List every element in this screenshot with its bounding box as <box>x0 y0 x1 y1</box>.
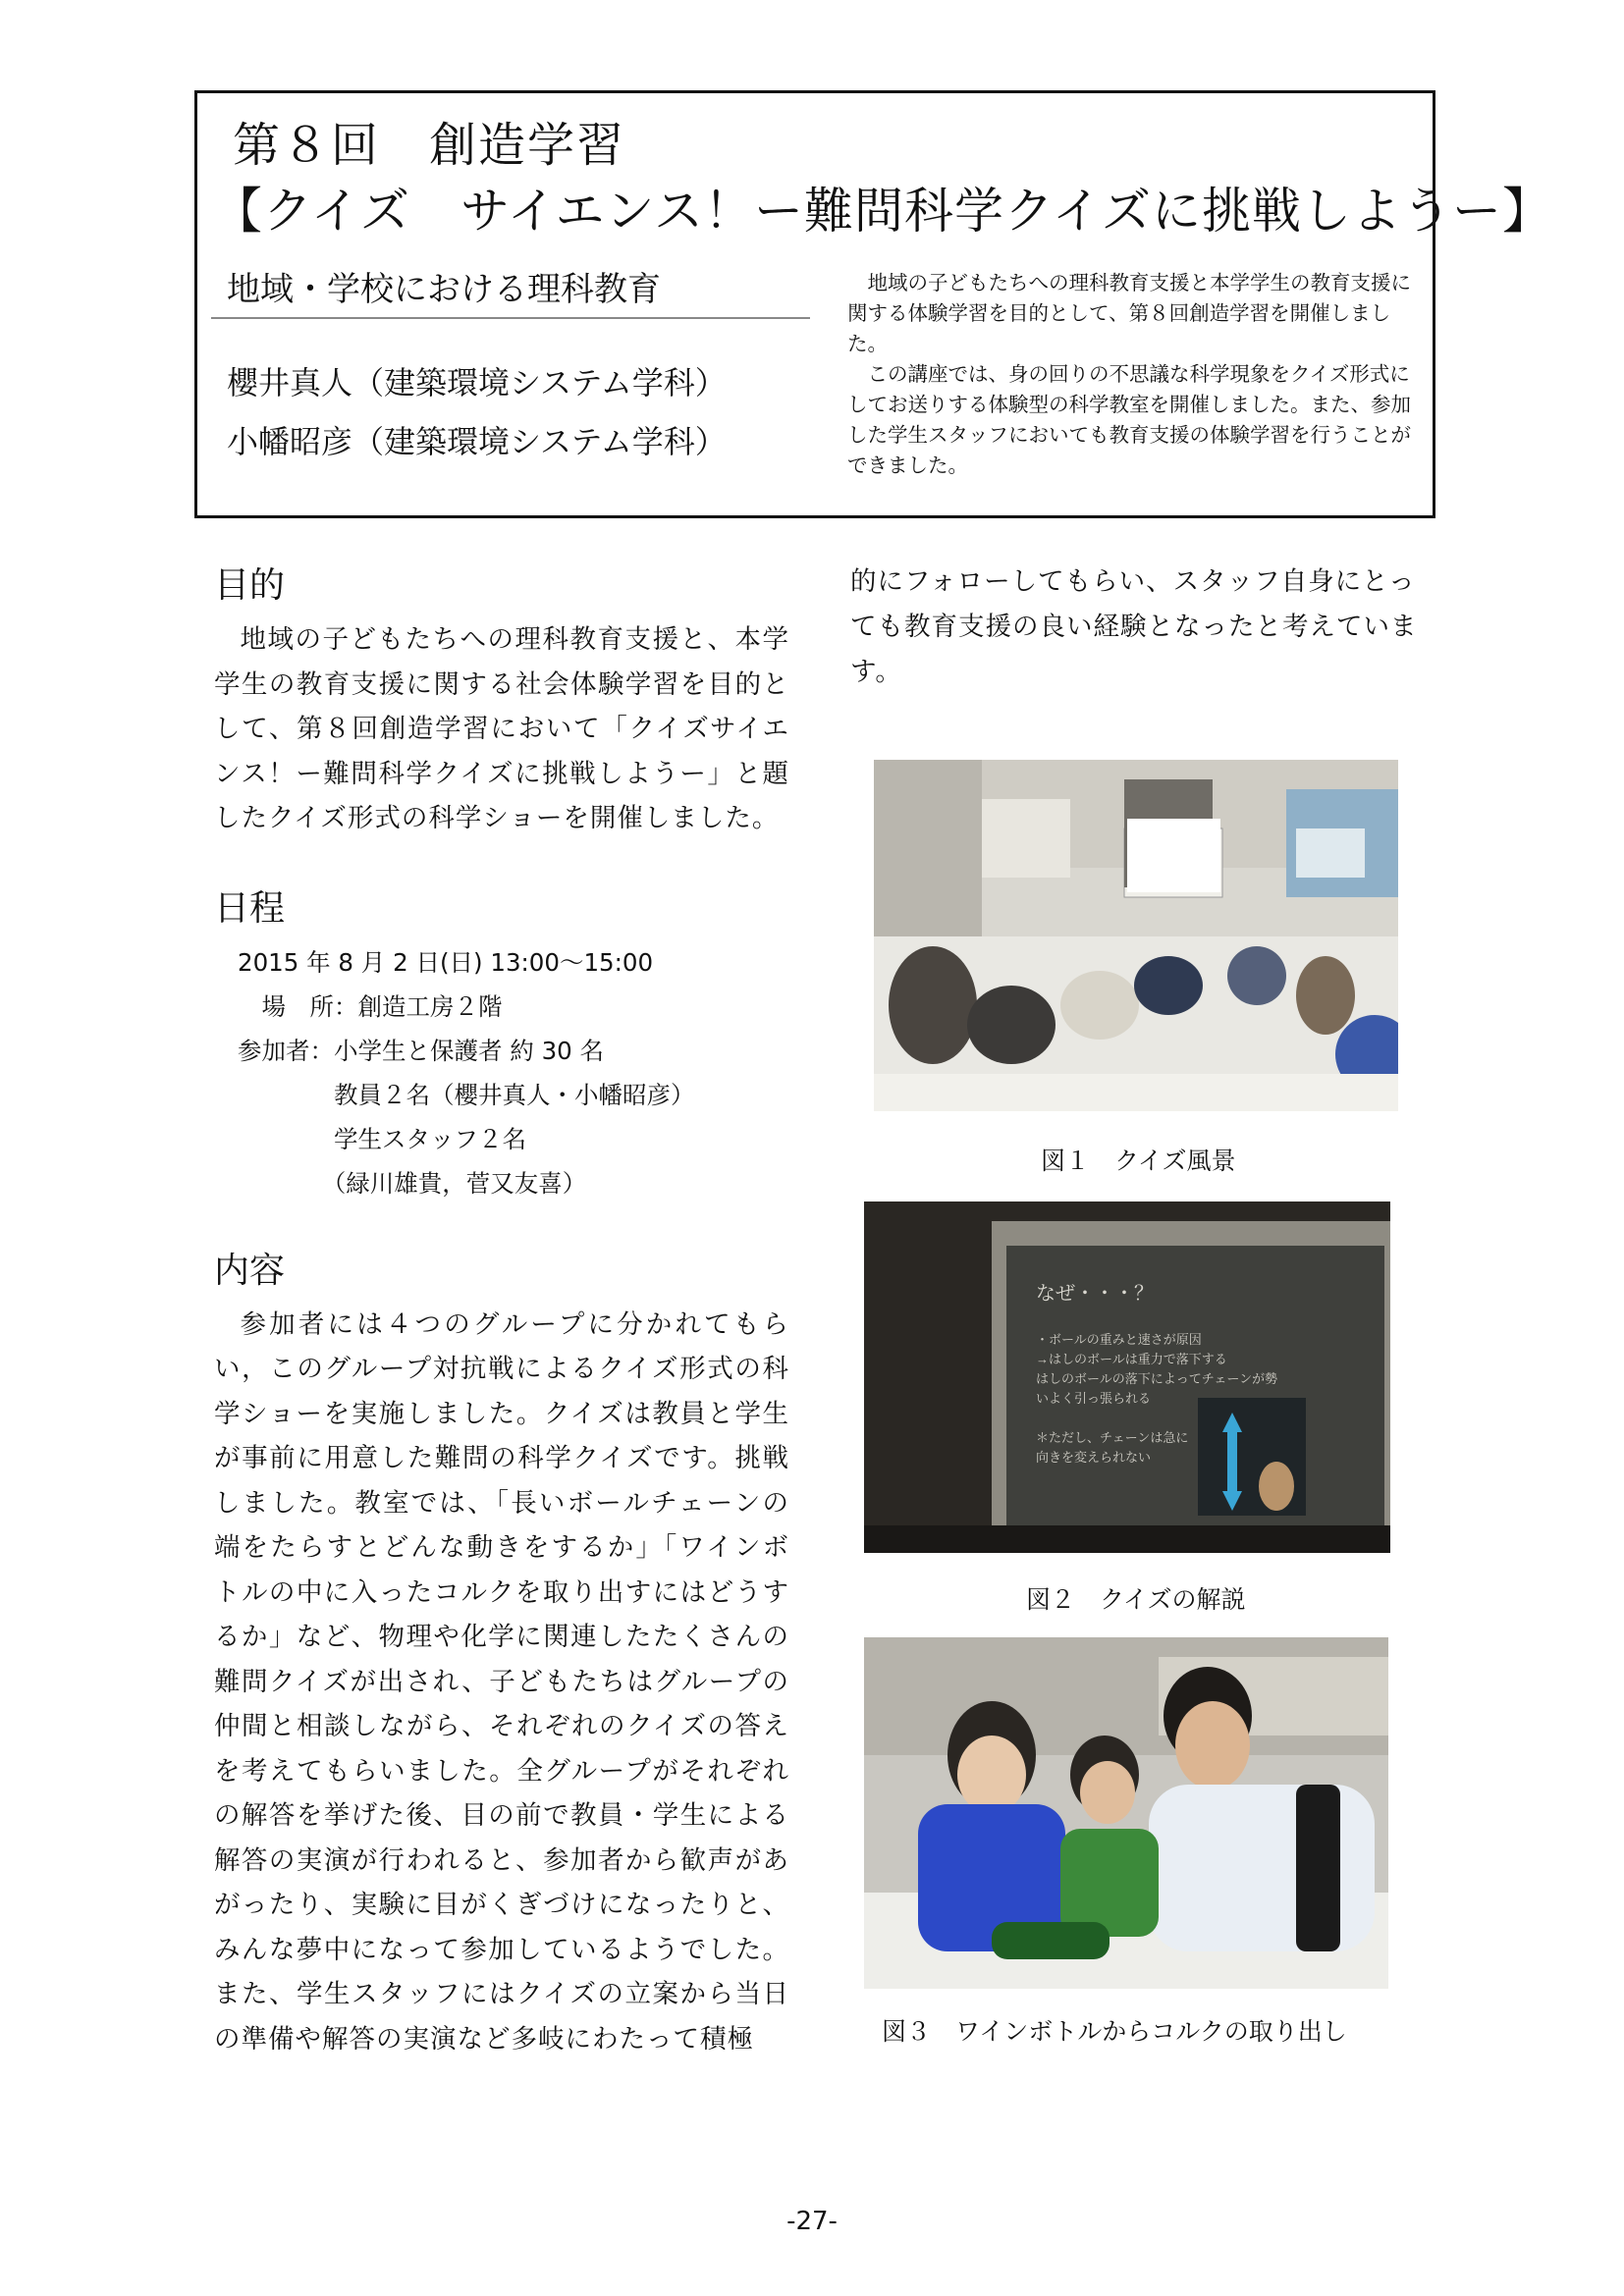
header-box <box>194 90 1552 518</box>
author-2: 小幡昭彦（建築環境システム学科） <box>227 423 727 460</box>
schedule-line: 学生スタッフ２名 <box>238 1124 526 1153</box>
author-1: 櫻井真人（建築環境システム学科） <box>227 364 727 401</box>
abstract-paragraph: 地域の子どもたちへの理科教育支援と本学学生の教育支援に関する体験学習を目的として、第８回創造学習を開催しました。 <box>847 271 1411 355</box>
schedule-line: 参加者：小学生と保護者 約 30 名 <box>238 1036 605 1065</box>
schedule-line: 2015 年 8 月 2 日(日) 13:00～15:00 <box>238 947 654 977</box>
slide-line: ・ボールの重みと速さが原因 <box>1036 1332 1202 1347</box>
figure-2-photo <box>864 1201 1390 1553</box>
subtitle-rule <box>211 317 810 319</box>
schedule-line: 場 所：創造工房２階 <box>238 991 503 1021</box>
abstract <box>847 268 1413 481</box>
slide-line: いよく引っ張られる <box>1036 1391 1152 1406</box>
schedule-heading: 日程 <box>214 887 286 929</box>
title-line-2: 【クイズ サイエンス！ー難問科学クイズに挑戦しようー】 <box>213 183 1552 240</box>
figure-3-caption: 図３ ワインボトルからコルクの取り出し <box>882 2017 1347 2046</box>
figure-1-photo <box>874 760 1398 1111</box>
title-line-1: 第８回 創造学習 <box>233 118 626 173</box>
slide-line: 向きを変えられない <box>1036 1450 1152 1465</box>
slide-line: ＊ただし、チェーンは急に <box>1036 1430 1189 1445</box>
figure-1-caption: 図１ クイズ風景 <box>1041 1147 1236 1175</box>
schedule-line: 教員２名（櫻井真人・小幡昭彦） <box>238 1080 695 1109</box>
slide-title: なぜ・・・？ <box>1036 1283 1154 1305</box>
subtitle: 地域・学校における理科教育 <box>227 270 661 309</box>
content-heading: 内容 <box>214 1250 286 1291</box>
schedule-line: （緑川雄貴，菅又友喜） <box>238 1168 587 1198</box>
abstract-paragraph: この講座では、身の回りの不思議な科学現象をクイズ形式にしてお送りする体験型の科学教室を開催しました。また、参加した学生スタッフにおいても教育支援の体験学習を行うことができました。 <box>847 362 1411 477</box>
purpose-text: 地域の子どもたちへの理科教育支援と、本学学生の教育支援に関する社会体験学習を目的として、第８回創造学習において「クイズサイエンス！ー難問科学クイズに挑戦しようー」と題したクイズ形式の科学ショーを開催しました。 <box>214 624 789 833</box>
slide-line: はしのボールの落下によってチェーンが勢 <box>1036 1371 1278 1386</box>
purpose-heading: 目的 <box>214 565 286 606</box>
content-continued: 的にフォローしてもらい、スタッフ自身にとっても教育支援の良い経験となったと考えています。 <box>850 566 1418 687</box>
figure-2-caption: 図２ クイズの解説 <box>1026 1585 1246 1614</box>
slide-line: →はしのボールは重力で落下する <box>1036 1352 1227 1366</box>
figure-3-photo <box>864 1637 1388 1989</box>
content-text: 参加者には４つのグループに分かれてもらい，このグループ対抗戦によるクイズ形式の科学ショーを実施しました。クイズは教員と学生が事前に用意した難問の科学クイズです。挑戦しました。教室では、「長いボールチェーンの端をたらすとどんな動きをするか」「ワインボトルの中に入ったコルクを取り出すにはどうするか」など、物理や化学に関連したたくさんの難問クイズが出され、子どもたちはグループの仲間と相談しながら、それぞれのクイズの答えを考えてもらいました。全グループがそれぞれの解答を挙げた後、目の前で教員・学生による解答の実演が行われると、参加者から歓声があがったり、実験に目がくぎづけになったりと、みんな夢中になって参加しているようでした。また、学生スタッフにはクイズの立案から当日の準備や解答の実演など多岐にわたって積極 <box>214 1308 789 2055</box>
left-column <box>214 558 789 2061</box>
page-number: -27- <box>786 2207 838 2236</box>
